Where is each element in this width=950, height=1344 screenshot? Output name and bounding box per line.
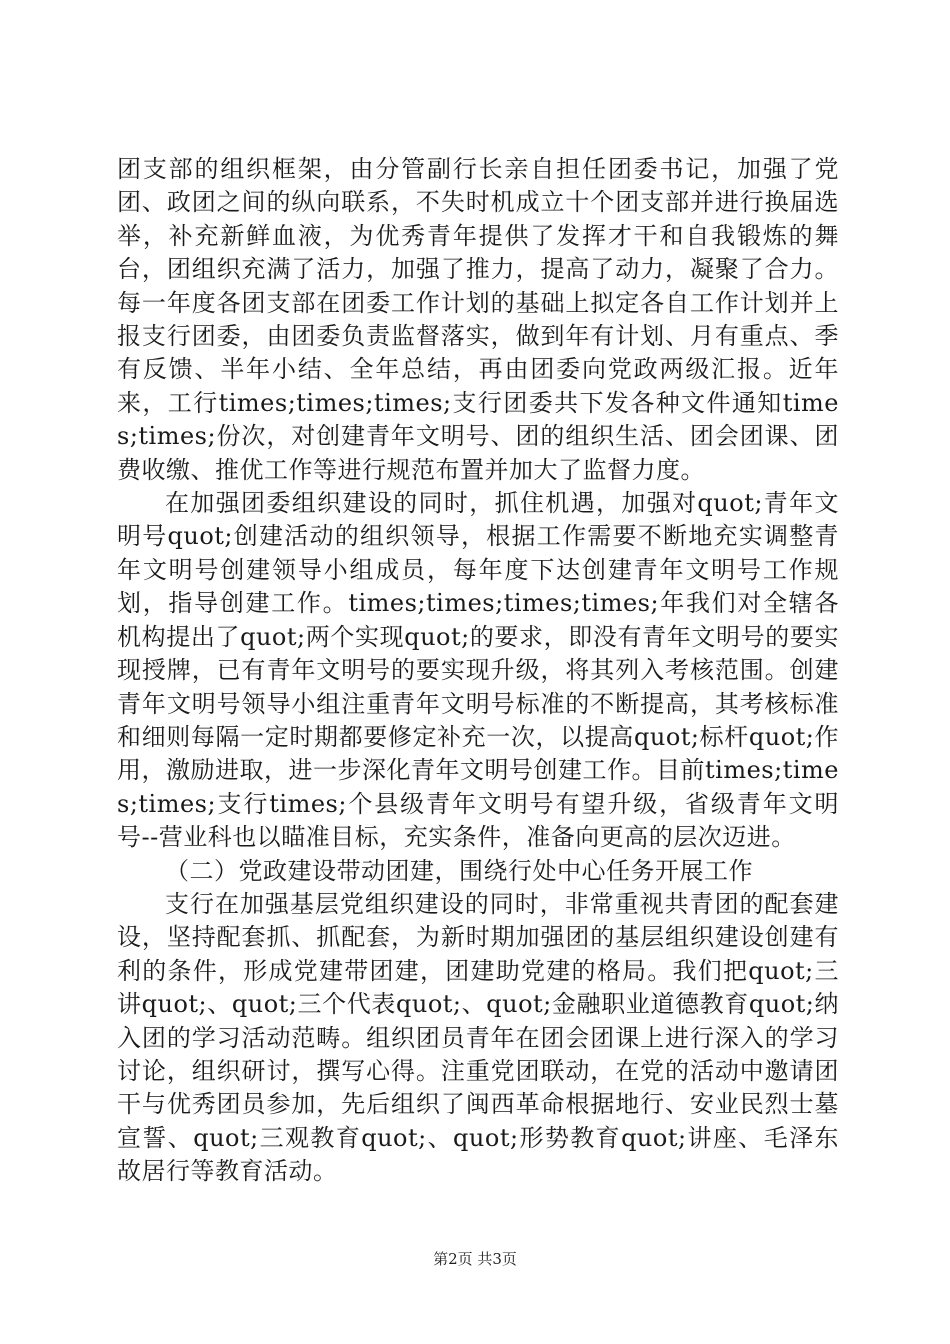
paragraph-youth-civilization: 在加强团委组织建设的同时，抓住机遇，加强对quot;青年文明号quot;创建活动的组织领导，根据工作需要不断地充实调整青年文明号创建领导小组成员，每年度下达创建青年文明号工作规划，指导创建工作。times;times;times;times;年我们对全辖各机构提出了quot;两个实现quot;的要求，即没有青年文明号的要实现授牌，已有青年文明号的要实现升级，将其列入考核范围。创建青年文明号领导小组注重青年文明号标准的不断提高，其考核标准和细则每隔一定时期都要修定补充一次，以提高quot;标杆quot;作用，激励进取，进一步深化青年文明号创建工作。目前times;times;times;支行times;个县级青年文明号有望升级，省级青年文明号--营业科也以瞄准目标，充实条件，准备向更高的层次迈进。 — [117, 489, 839, 852]
page-footer — [0, 1249, 950, 1269]
page-number-label: 第2页 共3页 — [433, 1250, 517, 1268]
body-text — [117, 153, 839, 1189]
paragraph-continuation: 团支部的组织框架，由分管副行长亲自担任团委书记，加强了党团、政团之间的纵向联系，不失时机成立十个团支部并进行换届选举，补充新鲜血液，为优秀青年提供了发挥才干和自我锻炼的舞台，团组织充满了活力，加强了推力，提高了动力，凝聚了合力。每一年度各团支部在团委工作计划的基础上拟定各自工作计划并上报支行团委，由团委负责监督落实，做到年有计划、月有重点、季有反馈、半年小结、全年总结，再由团委向党政两级汇报。近年来，工行times;times;times;支行团委共下发各种文件通知times;times;份次，对创建青年文明号、团的组织生活、团会团课、团费收缴、推优工作等进行规范布置并加大了监督力度。 — [117, 155, 839, 484]
section-heading: （二）党政建设带动团建，围绕行处中心任务开展工作 — [165, 856, 753, 885]
paragraph-party-building: 支行在加强基层党组织建设的同时，非常重视共青团的配套建设，坚持配套抓、抓配套，为新时期加强团的基层组织建设创建有利的条件，形成党建带团建，团建助党建的格局。我们把quot;三讲quot;、quot;三个代表quot;、quot;金融职业道德教育quot;纳入团的学习活动范畴。组织团员青年在团会团课上进行深入的学习讨论，组织研讨，撰写心得。注重党团联动，在党的活动中邀请团干与优秀团员参加，先后组织了闽西革命根据地行、安业民烈士墓宣誓、quot;三观教育quot;、quot;形势教育quot;讲座、毛泽东故居行等教育活动。 — [117, 889, 839, 1186]
